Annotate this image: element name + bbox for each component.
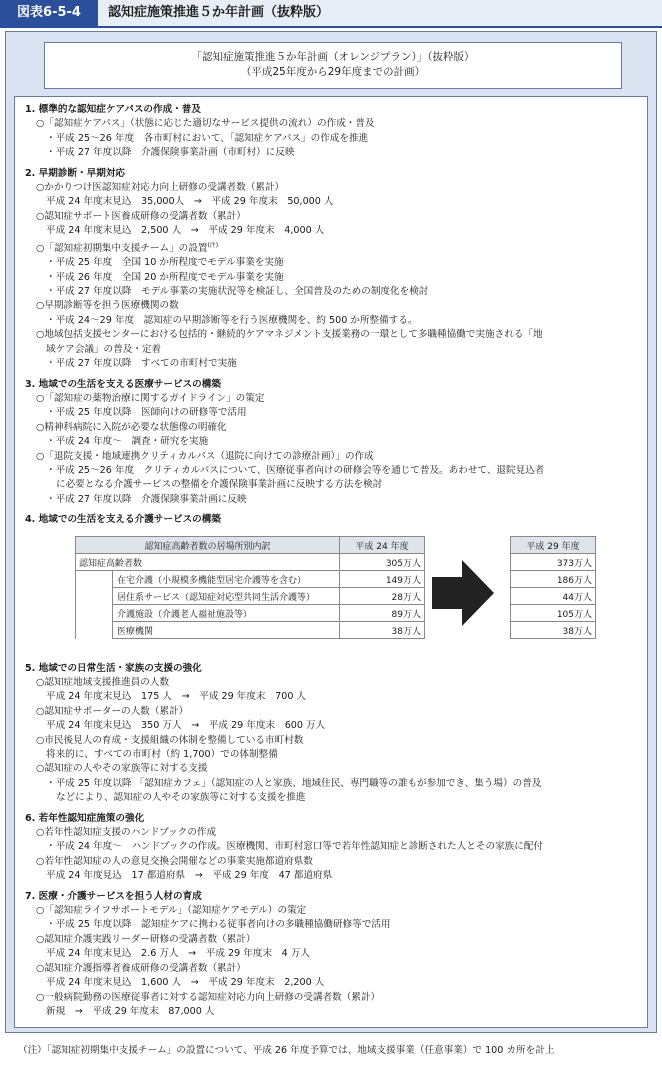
plan-title-box [44,42,622,89]
list-subitem: ・平成 27 年度以降 介護保険事業計画に反映 [46,493,247,505]
list-subitem: ・平成 25 年度以降 医師向けの研修等で活用 [46,407,247,419]
dementia-residence-table-2017 [510,536,596,639]
table-cell-value: 28万人 [340,588,425,605]
section-1-heading: 1. 標準的な認知症ケアパスの作成・普及 [25,104,201,115]
list-subitem: ・平成 24 年度～ 調査・研究を実施 [46,436,209,448]
list-item: ○市民後見人の育成・支援組織の体制を整備している市町村数 [36,734,304,746]
list-subitem: 平成 24 年度末見込 350 万人 → 平成 29 年度末 600 万人 [46,720,326,732]
section-4-heading: 4. 地域での生活を支える介護サービスの構築 [25,514,221,526]
list-item: ○かかりつけ医認知症対応力向上研修の受講者数（累計） [36,182,285,194]
list-subitem: 平成 24 年度末見込 2,500 人 → 平成 29 年度末 4,000 人 [46,225,325,237]
section-6-heading: 6. 若年性認知症施策の強化 [25,812,145,824]
table-cell-label: 医療機関 [113,622,340,639]
section-7-heading: 7. 医療・介護サービスを担う人材の育成 [25,890,202,902]
list-subitem: 平成 24 年度末見込 1,600 人 → 平成 29 年度末 2,200 人 [46,977,325,989]
list-subitem: ・平成 27 年度以降 介護保険事業計画（市町村）に反映 [46,147,295,159]
list-subitem: ・平成 24 年度～ ハンドブックの作成。医療機関、市町村窓口等で若年性認知症と診断された人とその家族に配付 [46,841,544,853]
plan-title-line2: （平成25年度から29年度までの計画） [240,66,426,78]
list-item: ○「認知症の薬物治療に関するガイドライン」の策定 [36,392,265,404]
list-subitem-continuation: に必要となる介護サービスの整備を介護保険事業計画に反映する方法を検討 [56,479,383,491]
section-3-heading: 3. 地域での生活を支える医療サービスの構築 [25,378,221,390]
table-row [76,622,425,639]
table-cell-value: 38万人 [511,622,596,639]
table-row [511,571,596,588]
table-row [76,537,425,554]
list-item: ○地域包括支援センターにおける包括的・継続的ケアマネジメント支援業務の一環として多職種協働で実施される「地 [36,329,543,341]
list-subitem: ・平成 25 年度以降 認知症ケアに携わる従事者向けの多職種協働研修等で活用 [46,919,391,931]
list-item-text: ○「認知症初期集中支援チーム」の設置 [36,242,208,254]
list-subitem: 新規 → 平成 29 年度末 87,000 人 [46,1005,215,1017]
plan-title-line1: 「認知症施策推進５か年計画（オレンジプラン）」（抜粋版） [191,51,475,63]
list-item: ○認知症介護指導者養成研修の受講者数（累計） [36,962,246,974]
list-subitem: ・平成 25～26 年度 クリティカルパスについて、医療従事者向けの研修会等を通じて普及。あわせて、退院見込者 [46,464,545,476]
list-item: ○認知症介護実践リーダー研修の受講者数（累計） [36,933,256,945]
list-item: ○若年性認知症の人の意見交換会開催などの事業実施都道府県数 [36,855,313,867]
table-row [511,537,596,554]
list-item: ○認知症サポート医養成研修の受講者数（累計） [36,210,246,222]
footnote: （注）「認知症初期集中支援チーム」の設置について、平成 26 年度予算では、地域支援事業（任意事業）で 100 カ所を計上 [18,1045,555,1056]
list-item-continuation: 域ケア会議」の普及・定着 [46,343,162,355]
list-item: ○「認知症ライフサポートモデル」（認知症ケアモデル）の策定 [36,905,307,917]
dementia-residence-table-2012 [75,536,425,639]
table-row [511,588,596,605]
list-item: ○「認知症ケアパス」（状態に応じた適切なサービス提供の流れ）の作成・普及 [36,118,375,130]
table-cell-value: 89万人 [340,605,425,622]
list-item: ○早期診断等を担う医療機関の数 [36,300,179,312]
table-cell-label: 介護施設（介護老人福祉施設等） [113,605,340,622]
list-subitem: ・平成 26 年度 全国 20 か所程度でモデル事業を実施 [46,271,284,283]
list-item: ○若年性認知症支援のハンドブックの作成 [36,827,217,839]
table-row [511,622,596,639]
list-item: ○精神科病院に入院が必要な状態像の明確化 [36,421,227,433]
list-subitem: ・平成 25 年度 全国 10 か所程度でモデル事業を実施 [46,257,284,269]
table-row [76,571,425,588]
table-indent-cell [76,571,113,639]
table-row [76,605,425,622]
table-cell-label: 在宅介護（小規模多機能型居宅介護等を含む） [113,571,340,588]
list-subitem: 将来的に、すべての市町村（約 1,700）での体制整備 [46,749,278,760]
list-subitem: ・平成 27 年度以降 すべての市町村で実施 [46,358,237,370]
table-row [76,554,425,571]
table-cell-value: 38万人 [340,622,425,639]
list-subitem: ・平成 24～29 年度 認知症の早期診断等を行う医療機関を、約 500 か所整備する。 [46,314,418,326]
list-subitem: ・平成 25～26 年度 各市町村において、「認知症ケアパス」の作成を推進 [46,132,369,144]
list-subitem-continuation: などにより、認知症の人やその家族等に対する支援を推進 [56,792,306,804]
list-item: ○認知症地域支援推進員の人数 [36,676,170,688]
table-cell-value: 373万人 [511,554,596,571]
section-2-heading: 2. 早期診断・早期対応 [25,167,126,179]
list-subitem: 平成 24 年度末見込 175 人 → 平成 29 年度末 700 人 [46,691,307,703]
list-subitem: 平成 24 年度末見込 2.6 万人 → 平成 29 年度末 4 万人 [46,948,310,960]
list-item [25,239,643,257]
table-row [511,554,596,571]
list-item: ○一般病院勤務の医療従事者に対する認知症対応力向上研修の受講者数（累計） [36,991,381,1003]
table-header-2012: 平成 24 年度 [340,537,425,554]
table-row [511,605,596,622]
table-cell-value: 149万人 [340,571,425,588]
note-reference: (注) [207,241,219,249]
list-item: ○認知症サポーターの人数（累計） [36,705,189,717]
table-header-2017: 平成 29 年度 [511,537,596,554]
table-cell-value: 186万人 [511,571,596,588]
list-item: ○「退院支援・地域連携クリティカルパス（退院に向けての診療計画）」の作成 [36,450,374,462]
list-item: ○認知症の人やその家族等に対する支援 [36,763,208,775]
list-subitem: 平成 24 年度末見込 35,000人 → 平成 29 年度末 50,000 人 [46,196,334,208]
table-cell-value: 305万人 [340,554,425,571]
list-subitem: ・平成 27 年度以降 モデル事業の実施状況等を検証し、全国普及のための制度化を検討 [46,286,429,298]
figure-number-badge: 図表6-5-4 [0,0,98,26]
right-arrow-icon [432,560,494,626]
table-cell-label: 居住系サービス（認知症対応型共同生活介護等） [113,588,340,605]
figure-title: 認知症施策推進５か年計画（抜粋版） [108,5,330,20]
header-rule [0,26,662,28]
section-5-heading: 5. 地域での日常生活・家族の支援の強化 [25,662,202,674]
table-cell-value: 44万人 [511,588,596,605]
table-cell-value: 105万人 [511,605,596,622]
figure-header [0,0,662,26]
table-cell-label: 認知症高齢者数 [76,554,340,571]
table-header: 認知症高齢者数の居場所別内訳 [76,537,340,554]
list-subitem: 平成 24 年度見込 17 都道府県 → 平成 29 年度 47 都道府県 [46,870,333,882]
list-subitem: ・平成 25 年度以降 「認知症カフェ」（認知症の人と家族、地域住民、専門職等の誰もが参加でき、集う場）の普及 [46,777,542,789]
table-row [76,588,425,605]
